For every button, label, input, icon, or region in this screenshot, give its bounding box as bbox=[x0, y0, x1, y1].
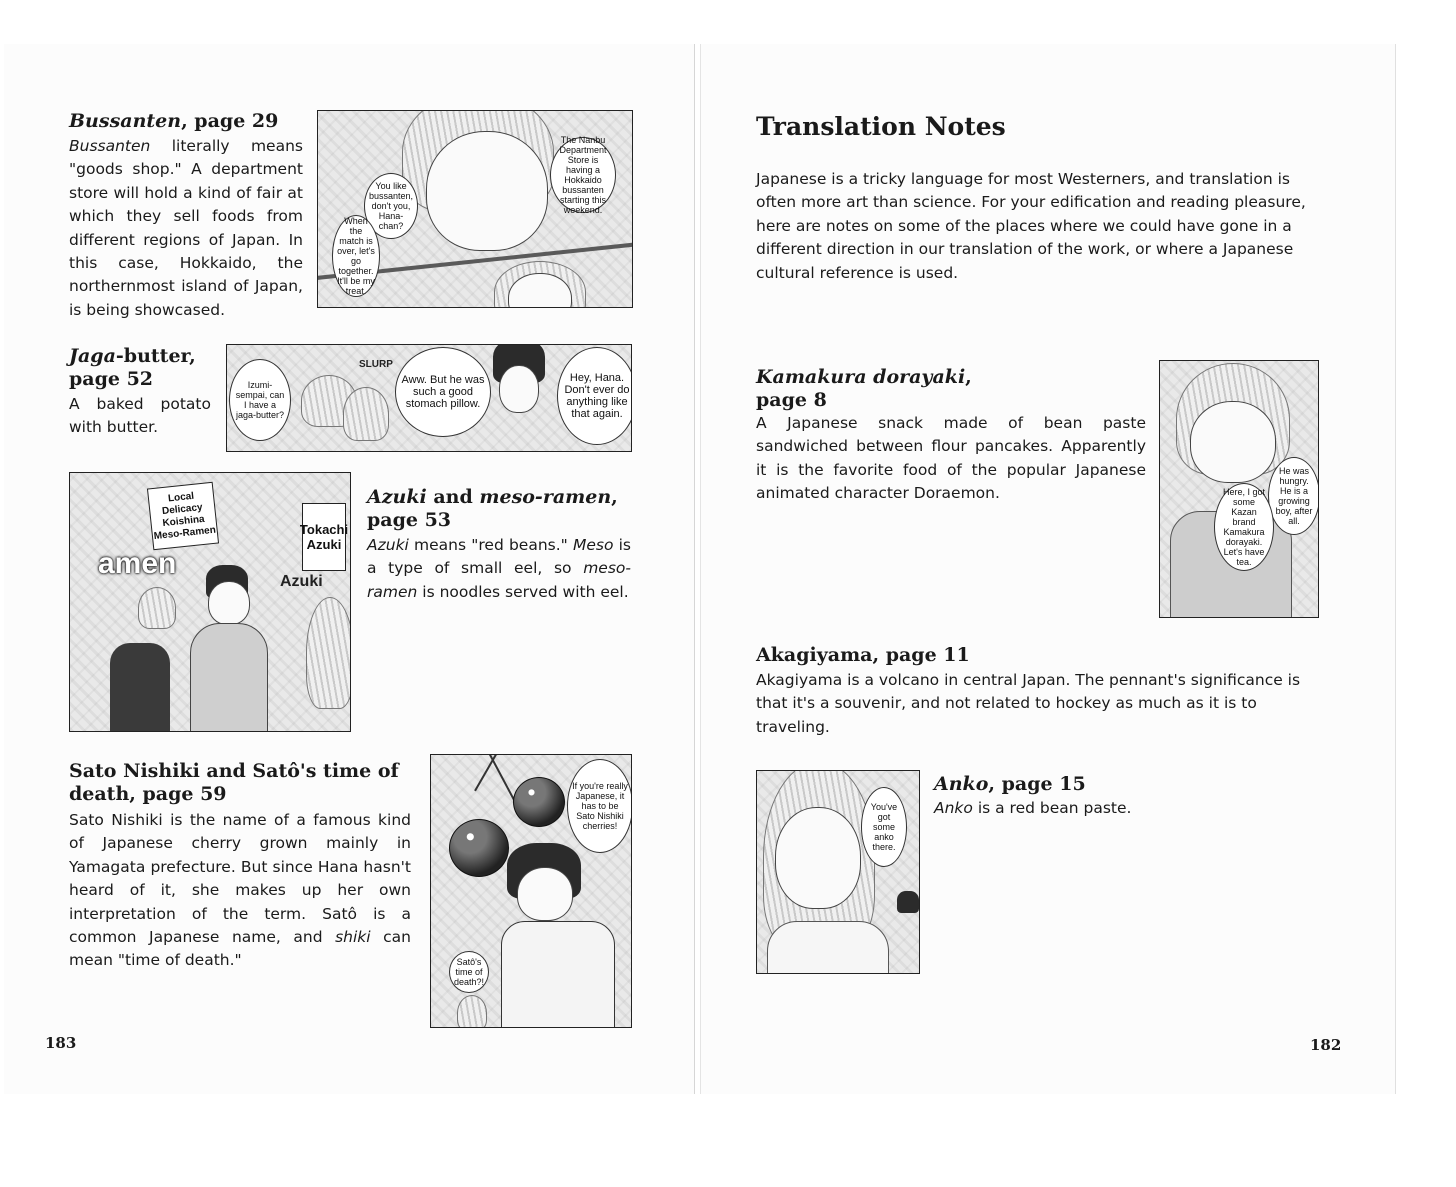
speech-bubble: You like bussanten, don't you, Hana-chan? bbox=[364, 173, 418, 239]
sound-effect: SLURP bbox=[359, 359, 393, 370]
character-face bbox=[208, 581, 250, 625]
speech-bubble: Here, I got some Kazan brand Kamakura dorayaki. Let's have tea. bbox=[1214, 483, 1274, 571]
cherry-stem bbox=[474, 754, 499, 791]
character-body bbox=[767, 921, 889, 974]
character-face bbox=[1190, 401, 1276, 483]
note-heading-part: , page 53 bbox=[367, 486, 618, 531]
character-hair bbox=[897, 891, 919, 913]
speech-bubble: Aww. But he was such a good stomach pillow. bbox=[395, 347, 491, 437]
note-heading-part: , page 15 bbox=[988, 773, 1086, 795]
note-heading-part: Sato Nishiki and Satô's time of death, page 59 bbox=[69, 760, 399, 805]
note-heading-part: page 8 bbox=[756, 389, 827, 411]
character-face bbox=[775, 807, 861, 909]
note-body-jaga-butter: A baked potato with butter. bbox=[69, 395, 211, 437]
note-heading-jaga-butter bbox=[69, 345, 219, 391]
manga-panel-bussanten bbox=[317, 110, 633, 308]
note-heading-part: meso-ramen bbox=[479, 486, 612, 508]
note-heading-part: Jaga bbox=[69, 345, 116, 367]
note-heading-akagiyama bbox=[756, 644, 1056, 667]
speech-bubble: You've got some anko there. bbox=[861, 787, 907, 867]
note-heading-part: Anko bbox=[934, 773, 989, 795]
character-body bbox=[110, 643, 170, 732]
manga-panel-sato-nishiki bbox=[430, 754, 632, 1028]
character-hair bbox=[343, 387, 389, 441]
note-heading-bussanten bbox=[69, 110, 309, 133]
cherry-illustration bbox=[449, 819, 509, 877]
character-hair bbox=[457, 995, 487, 1028]
character-body bbox=[190, 623, 268, 732]
speech-bubble: He was hungry. He is a growing boy, after all. bbox=[1268, 457, 1319, 535]
note-body-bussanten: Bussanten literally means "goods shop." A department store will hold a kind of fair at which they sell foods from different regions of Japan. In this case, Hokkaido, the northernmost island of Japan, is being showcased. bbox=[69, 137, 303, 319]
page-number: 182 bbox=[1310, 1036, 1342, 1054]
left-page bbox=[4, 44, 695, 1094]
note-heading-part: Kamakura dorayaki bbox=[756, 366, 966, 388]
character-face bbox=[426, 131, 548, 251]
note-heading-part: Bussanten bbox=[69, 110, 182, 132]
intro-paragraph: Japanese is a tricky language for most Westerners, and translation is often more art than science. For your edification and reading pleasure, here are notes on some of the places where we could have gone in a different direction in our translation of the work, or where a Japanese cultural reference is used. bbox=[756, 170, 1306, 282]
shop-sign: Local Delicacy Koishina Meso-Ramen bbox=[147, 482, 219, 551]
speech-bubble: If you're really Japanese, it has to be Sato Nishiki cherries! bbox=[567, 759, 632, 853]
speech-bubble: Hey, Hana. Don't ever do anything like that again. bbox=[557, 347, 632, 445]
note-heading-part: Azuki bbox=[367, 486, 427, 508]
note-body-kamakura-dorayaki: A Japanese snack made of bean paste sandwiched between flour pancakes. Apparently it is the favorite food of the popular Japanese animated character Doraemon. bbox=[756, 414, 1146, 503]
shop-sign-text: amen bbox=[98, 547, 177, 580]
manga-panel-anko bbox=[756, 770, 920, 974]
manga-panel-dorayaki bbox=[1159, 360, 1319, 618]
manga-panel-jaga-butter bbox=[226, 344, 632, 452]
page-number: 183 bbox=[45, 1034, 77, 1052]
speech-bubble: Satô's time of death?! bbox=[449, 951, 489, 993]
note-heading-anko bbox=[934, 773, 1134, 796]
note-body-sato-nishiki: Sato Nishiki is the name of a famous kind of Japanese cherry grown mainly in Yamagata prefecture. But since Hana hasn't heard of it, she makes up her own interpretation of the term. Satô is a common Japanese name, and shiki can mean "time of death." bbox=[69, 811, 411, 970]
shop-sign-text: Azuki bbox=[280, 573, 323, 590]
character-face bbox=[517, 867, 573, 921]
speech-bubble: Izumi-sempai, can I have a jaga-butter? bbox=[229, 359, 291, 441]
note-heading-part: Akagiyama, page 11 bbox=[756, 644, 970, 666]
character-hair bbox=[306, 597, 351, 709]
note-heading-kamakura-dorayaki bbox=[756, 366, 1016, 412]
note-heading-sato-nishiki bbox=[69, 760, 419, 806]
note-body-anko: Anko is a red bean paste. bbox=[934, 799, 1132, 817]
note-heading-azuki bbox=[367, 486, 647, 532]
note-body-akagiyama: Akagiyama is a volcano in central Japan. The pennant's significance is that it's a souvenir, and not related to hockey as much as it is to traveling. bbox=[756, 671, 1301, 736]
page-title: Translation Notes bbox=[756, 112, 1006, 141]
character-hair bbox=[138, 587, 176, 629]
speech-bubble: The Nanbu Department Store is having a Hokkaido bussanten starting this weekend. bbox=[550, 137, 616, 213]
manga-panel-azuki bbox=[69, 472, 351, 732]
note-heading-part: -butter, page 52 bbox=[69, 345, 196, 390]
note-heading-part: , page 29 bbox=[181, 110, 279, 132]
character-body bbox=[501, 921, 615, 1028]
character-face bbox=[499, 365, 539, 413]
note-heading-part: , bbox=[965, 366, 972, 388]
cherry-illustration bbox=[513, 777, 565, 827]
note-heading-part: and bbox=[426, 486, 480, 508]
speech-bubble: When the match is over, let's go together. It'll be my treat. bbox=[332, 215, 380, 297]
note-body-azuki: Azuki means "red beans." Meso is a type of small eel, so meso-ramen is noodles served with eel. bbox=[367, 536, 631, 601]
right-page bbox=[700, 44, 1396, 1094]
shop-sign: Tokachi Azuki bbox=[302, 503, 346, 571]
